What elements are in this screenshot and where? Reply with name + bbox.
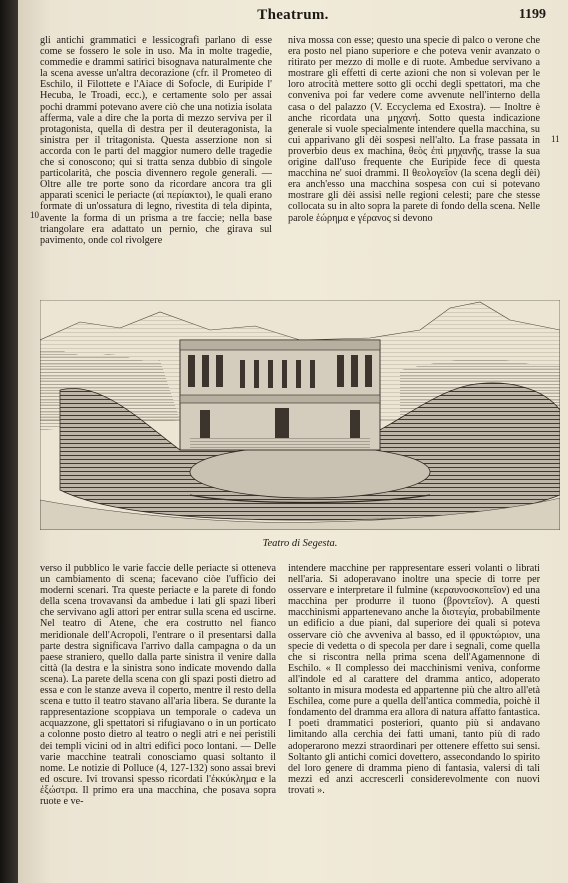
page-number: 1199 <box>518 7 546 22</box>
text-column-bottom-right <box>288 563 540 875</box>
margin-line-number-left: 10 <box>30 210 39 220</box>
theatre-engraving <box>40 300 560 530</box>
scene-building <box>180 340 380 450</box>
book-gutter-shadow <box>0 0 18 883</box>
margin-line-number-right: 11 <box>551 134 560 144</box>
page-header <box>18 7 568 25</box>
paragraph-bottom-right: intendere macchine per rappresentare esseri volanti o librati nell'aria. Si adoperavano inoltre una specie di torre per osservare e interpretare il fulmine (κεραυνοσκοπεῖον) ed una macchina per produrre il tuono (βροντεῖον). A questi macchinismi appartenevano anche la διστεγία, probabilmente un edificio a due piani, dal superiore dei quali si poteva osservare ciò che avveniva al basso, ed il φρυκτώριον, una specie di vedetta o di specola per dare i segnali, come quella che si riscontra nella prima scena dell'Agamennone di Eschilo. « Il complesso dei macchinismi veniva, conforme all'indole ed al carattere del dramma antico, adoperato soltanto in misura modesta ed appartenne più che altro all'età Eschilea, come pure a quella dell'antica commedia, poichè il fondamento del dramma era allora di natura affatto fantastica. I poeti drammatici posteriori, quanto più si andavano limitando alla cerchia dei fatti umani, tanto più di rado adoperarono mezzi straordinari per ottenere effetto sui sensi. Soltanto gli antichi comici dovettero, assecondando lo spirito del loro genere di dramma pieno di fantasia, valersi di tali mezzi ed anzi accrescerli considerevolmente con nuovi trovati ». <box>288 563 540 796</box>
orchestra <box>190 446 430 498</box>
text-column-bottom-left <box>40 563 276 875</box>
paragraph-top-right: niva mossa con esse; questo una specie di palco o verone che era posto nel piano superiore e che poteva venir avanzato o ritirato per mezzo di molle e di ruote. Ambedue servivano a mostrare gli effetti di certe azioni che non si volevan per le loro atrocità mettere sotto gli occhi degli spettatori, ma che conveniva poi far vedere come avvenute nell'interno della casa o del palazzo (V. Eccyclema ed Exostra). — Inoltre è anche ricordata una μηχανή. Sotto questa indicazione generale si vuole specialmente intendere quella macchina, su cui apparivano gli dèi sospesi nell'alto. La frase passata in proverbio deus ex machina, θεὸς ἐπὶ μηχανῆς, trasse la sua origine dall'uso frequente che Euripide fece di questa macchina ne' suoi drammi. Il θεολογεῖον (la scena degli dèi) era anch'esso una macchina sospesa con cui si potevano mostrare gli dèi assisi nelle regioni celesti; pare che stesse collocata su in alto sopra la parete di fondo della scena. Nelle parole ἑώρημα e γέρανος si devono <box>288 35 540 224</box>
text-column-top-right <box>288 35 540 315</box>
figure-caption: Teatro di Segesta. <box>262 538 338 549</box>
paragraph-top-left: gli antichi grammatici e lessicografi parlano di esse come se fossero le sole in uso. Ma in molte tragedie, commedie e drammi satirici bisognava naturalmente che la scena avesse un'altra decorazione (cfr. il Prometeo di Eschilo, il Filottete e l'Aiace di Sofocle, di Euripide l' Hecuba, le Troadi, ecc.), e certamente solo per assai pochi drammi potevano avere ciò che una notizia isolata afferma, vale a dire che la porta di mezzo serviva per il protagonista, quella di destra per il deuteragonista, la sinistra per il tritagonista. Questa asserzione non si accorda con le parti del maggior numero delle tragedie che si conoscono; qui si tratta senza dubbio di singole particolarità, che poscia divennero regole generali. — Oltre alle tre porte sono da ricordare ancora tra gli apparati scenici le periacte (αἱ περίακτοι), le quali erano formate di un'ossatura di legno, rivestita di tela dipinta, avente la forma di un prisma a tre faccie; nella base triangolare era adattato un pernio, che girava sul pavimento, onde col rivolgere <box>40 35 272 246</box>
text-column-top-left <box>40 35 272 315</box>
paragraph-bottom-left: verso il pubblico le varie faccie delle periacte si otteneva un cambiamento di scena; facevano ciòe l'ufficio dei moderni scenari. Tra queste periacte e la parete di fondo della scena trovavansi da ambedue i lati gli spazi liberi che servivano agli attori per entrar sulla scena ed uscirne. Nel teatro di Atene, che era costrutto nel fianco meridionale dell'Acropoli, l'entrare o il presentarsi dalla parte destra significava l'arrivo dalla campagna o da un paese straniero, quello dalla parte sinistra il venire dalla città (la destra e la sinistra sono indicate movendo dalla scena). La parete della scena con gli spazi posti dietro ad essa e con le stanze aveva il coperto, mentre il resto della scena e tutto il teatro stavano all'aria libera. Se durante la rappresentazione scoppiava un temporale o cadeva un acquazzone, gli spettatori si rifugiavano o in un porticato a colonne posto dietro al teatro o negli atri e nei peristili dei templi vicini od in altri edifici poco lontani. — Delle varie macchine teatrali conosciamo quasi soltanto il nome. Le notizie di Polluce (4, 127-132) sono assai brevi ed oscure. Ivi trovansi spesso ricordati l'ἐκκύκλημα e la ἐξώστρα. Il primo era una macchina, che posava sopra ruote e ve- <box>40 563 276 807</box>
theatre-engraving-illustration <box>40 300 560 530</box>
running-head: Theatrum. <box>257 7 329 23</box>
